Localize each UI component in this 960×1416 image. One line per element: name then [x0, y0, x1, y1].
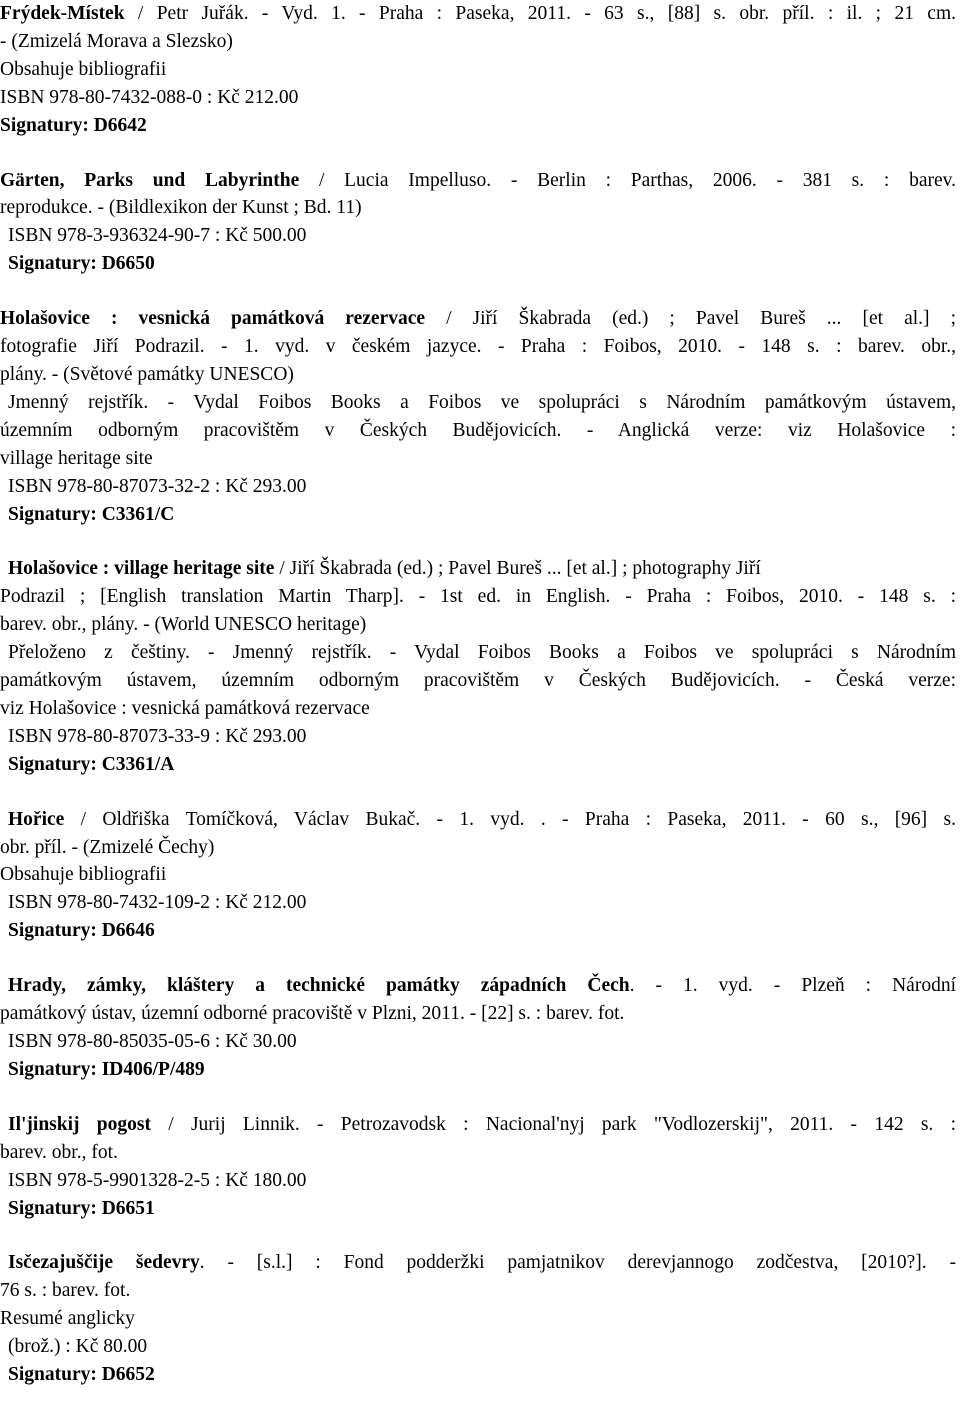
entry-title: Frýdek-Místek: [0, 3, 125, 24]
entry-line: Obsahuje bibliografii: [0, 58, 167, 80]
entry-isbn: ISBN 978-80-7432-088-0 : Kč 212.00: [0, 86, 299, 108]
entry-signature: Signatury: C3361/C: [8, 503, 175, 525]
entry-title: Hrady, zámky, kláštery a technické památky západních Čech: [8, 975, 630, 997]
entry-line: územním odborným pracovištěm v Českých Budějovicích. - Anglická verze: viz Holašovice :: [0, 419, 956, 441]
entry-line: Přeloženo z češtiny. - Jmenný rejstřík. - Vydal Foibos Books a Foibos ve spolupráci s Národním: [8, 642, 956, 664]
entry-line: Obsahuje bibliografii: [0, 864, 167, 886]
catalog-entry: [0, 806, 956, 946]
entry-signature: Signatury: ID406/P/489: [8, 1058, 205, 1080]
entry-signature: Signatury: D6646: [8, 920, 155, 942]
entry-line: [0, 167, 956, 195]
entry-line: 76 s. : barev. fot.: [0, 1280, 131, 1302]
entry-line: plány. - (Světové památky UNESCO): [0, 363, 294, 385]
entry-line: Podrazil ; [English translation Martin Tharp]. - 1st ed. in English. - Praha : Foibos, 2010. - 148 s. :: [0, 586, 956, 608]
entry-line: barev. obr., plány. - (World UNESCO heritage): [0, 614, 367, 636]
entry-line: památkovým ústavem, územním odborným pracovištěm v Českých Budějovicích. - Česká verze:: [0, 670, 956, 692]
entry-text: . - 1. vyd. - Plzeň : Národní: [629, 975, 956, 997]
entry-title: Holašovice : village heritage site: [8, 558, 275, 580]
entry-line: [0, 1111, 956, 1139]
entry-price: (brož.) : Kč 80.00: [8, 1336, 148, 1358]
entry-text: / Petr Juřák. - Vyd. 1. - Praha : Paseka, 2011. - 63 s., [88] s. obr. příl. : il. ; 21 cm.: [124, 3, 956, 24]
entry-title: Holašovice : vesnická památková rezervace: [0, 308, 426, 330]
entry-title: Il'jinskij pogost: [8, 1113, 151, 1135]
entry-signature: Signatury: D6642: [0, 114, 147, 136]
entry-line: Resumé anglicky: [0, 1308, 135, 1330]
entry-text: / Oldřiška Tomíčková, Václav Bukač. - 1. vyd. . - Praha : Paseka, 2011. - 60 s., [96] s.: [64, 808, 956, 830]
entry-line: viz Holašovice : vesnická památková rezervace: [0, 697, 370, 719]
entry-isbn: ISBN 978-80-87073-33-9 : Kč 293.00: [8, 725, 307, 747]
entry-isbn: ISBN 978-80-85035-05-6 : Kč 30.00: [8, 1031, 297, 1052]
entry-signature: Signatury: C3361/A: [8, 753, 175, 775]
entry-line: Jmenný rejstřík. - Vydal Foibos Books a Foibos ve spolupráci s Národním památkovým ústavem,: [8, 391, 956, 413]
entry-isbn: ISBN 978-3-936324-90-7 : Kč 500.00: [8, 225, 307, 247]
entry-line: fotografie Jiří Podrazil. - 1. vyd. v českém jazyce. - Praha : Foibos, 2010. - 148 s. : barev. obr.,: [0, 336, 956, 358]
catalog-entry: [0, 555, 956, 778]
entry-text: . - [s.l.] : Fond podderžki pamjatnikov derevjannogo zodčestva, [2010?]. -: [199, 1252, 956, 1274]
entry-isbn: ISBN 978-5-9901328-2-5 : Kč 180.00: [8, 1169, 307, 1191]
entry-line: [0, 972, 956, 1000]
entry-title: Gärten, Parks und Labyrinthe: [0, 169, 300, 191]
entry-text: / Jiří Škabrada (ed.) ; Pavel Bureš ... [et al.] ;: [425, 308, 956, 330]
entry-line: [0, 305, 956, 333]
catalog-entry: [0, 972, 956, 1084]
entry-line: village heritage site: [0, 447, 153, 469]
entry-signature: Signatury: D6651: [8, 1197, 155, 1219]
catalog-entry: [0, 1111, 956, 1223]
entry-title: Hořice: [8, 808, 65, 830]
catalog-entry: [0, 1249, 956, 1389]
entry-line: barev. obr., fot.: [0, 1141, 118, 1163]
entry-text: / Lucia Impelluso. - Berlin : Parthas, 2006. - 381 s. : barev.: [299, 169, 956, 191]
catalog-entry: [0, 305, 956, 528]
entry-text: / Jurij Linnik. - Petrozavodsk : Nacional'nyj park "Vodlozerskij", 2011. - 142 s. :: [150, 1113, 956, 1135]
entry-line: památkový ústav, územní odborné pracoviště v Plzni, 2011. - [22] s. : barev. fot.: [0, 1003, 625, 1025]
entry-isbn: ISBN 978-80-7432-109-2 : Kč 212.00: [8, 892, 307, 914]
catalog-entry: [0, 0, 956, 140]
entry-title: Isčezajuščije šedevry: [8, 1252, 200, 1274]
entry-text: / Jiří Škabrada (ed.) ; Pavel Bureš ... [et al.] ; photography Jiří: [274, 558, 761, 580]
catalog-entry: [0, 167, 956, 279]
entry-signature: Signatury: D6652: [8, 1364, 155, 1386]
entry-line: - (Zmizelá Morava a Slezsko): [0, 30, 233, 52]
entry-line: [0, 806, 956, 834]
entry-line: obr. příl. - (Zmizelé Čechy): [0, 836, 215, 858]
entry-line: [0, 1249, 956, 1277]
entry-line: reprodukce. - (Bildlexikon der Kunst ; Bd. 11): [0, 197, 362, 219]
entry-signature: Signatury: D6650: [8, 253, 155, 275]
entry-line: [0, 555, 956, 583]
entry-isbn: ISBN 978-80-87073-32-2 : Kč 293.00: [8, 475, 307, 497]
entry-line: [0, 0, 956, 28]
